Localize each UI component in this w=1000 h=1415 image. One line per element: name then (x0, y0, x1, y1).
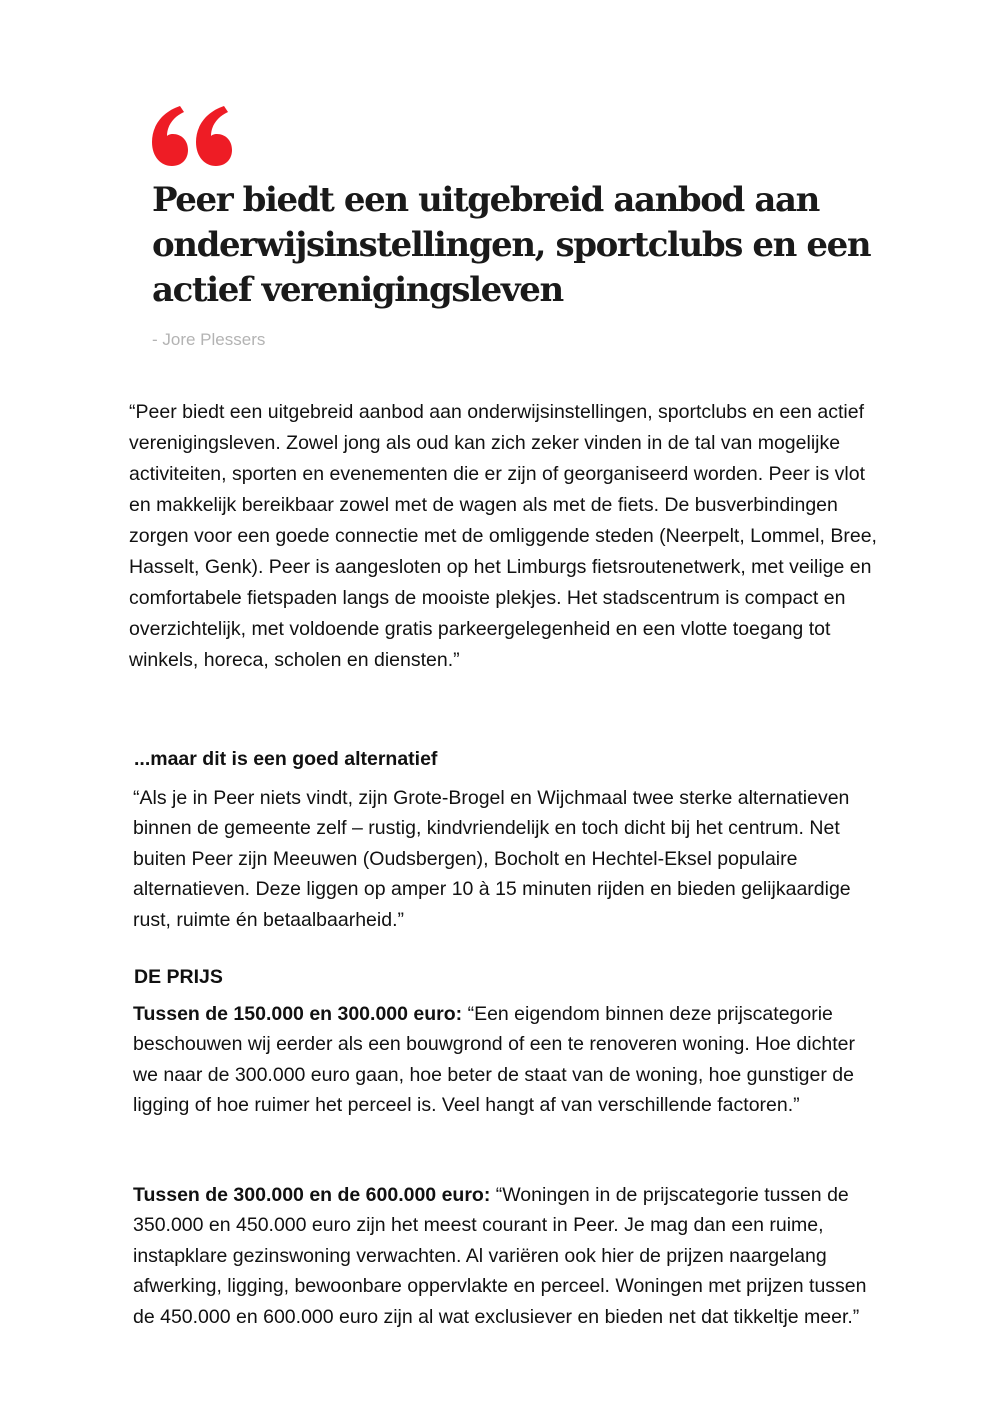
quote-mark-icon (150, 104, 232, 168)
price-tier-1-paragraph (133, 999, 878, 1121)
intro-paragraph: “Peer biedt een uitgebreid aanbod aan onderwijsinstellingen, sportclubs en een actief verenigingsleven. Zowel jong als oud kan zich zeker vinden in de tal van mogelijke activiteiten, sporten en evenementen die er zijn of georganiseerd worden. Peer is vlot en makkelijk bereikbaar zowel met de wagen als met de fiets. De busverbindingen zorgen voor een goede connectie met de omliggende steden (Neerpelt, Lommel, Bree, Hasselt, Genk). Peer is aangesloten op het Limburgs fietsroutenetwerk, met veilige en comfortabele fietspaden langs de mooiste plekjes. Het stadscentrum is compact en overzichtelijk, met voldoende gratis parkeergelegenheid en een vlotte toegang tot winkels, horeca, scholen en diensten.” (129, 401, 877, 671)
price-tier-2-text: “Woningen in de prijscategorie tussen de 350.000 en 450.000 euro zijn het meest courant in Peer. Je mag dan een ruime, instapklare gezinswoning verwachten. Al variëren ook hier de prijzen naargelang afwerking, ligging, bewoonbare oppervlakte en perceel. Woningen met prijzen tussen de 450.000 en 600.000 euro zijn al wat exclusiever en bieden net dat tikkeltje meer.” (133, 1184, 867, 1328)
price-tier-2-paragraph (133, 1180, 878, 1332)
quote-attribution: - Jore Plessers (152, 330, 266, 349)
price-tier-2-lead: Tussen de 300.000 en de 600.000 euro: (133, 1184, 491, 1206)
price-tier-1-lead: Tussen de 150.000 en 300.000 euro: (133, 1003, 463, 1025)
alternative-heading: ...maar dit is een goed alternatief (134, 748, 438, 770)
alternative-paragraph: “Als je in Peer niets vindt, zijn Grote-Brogel en Wijchmaal twee sterke alternatieven binnen de gemeente zelf – rustig, kindvriendelijk en toch dicht bij het centrum. Net buiten Peer zijn Meeuwen (Oudsbergen), Bocholt en Hechtel-Eksel populaire alternatieven. Deze liggen op amper 10 à 15 minuten rijden en bieden gelijkaardige rust, ruimte én betaalbaarheid.” (133, 787, 851, 931)
price-tier-1-text: “Een eigendom binnen deze prijscategorie beschouwen wij eerder als een bouwgrond of een te renoveren woning. Hoe dichter we naar de 300.000 euro gaan, hoe beter de staat van de woning, hoe gunstiger de ligging of hoe ruimer het perceel is. Veel hangt af van verschillende factoren.” (133, 1003, 855, 1117)
pull-quote: Peer biedt een uitgebreid aanbod aan onderwijsinstellingen, sportclubs en een actief verenigingsleven (152, 180, 871, 310)
price-heading: DE PRIJS (134, 966, 223, 988)
